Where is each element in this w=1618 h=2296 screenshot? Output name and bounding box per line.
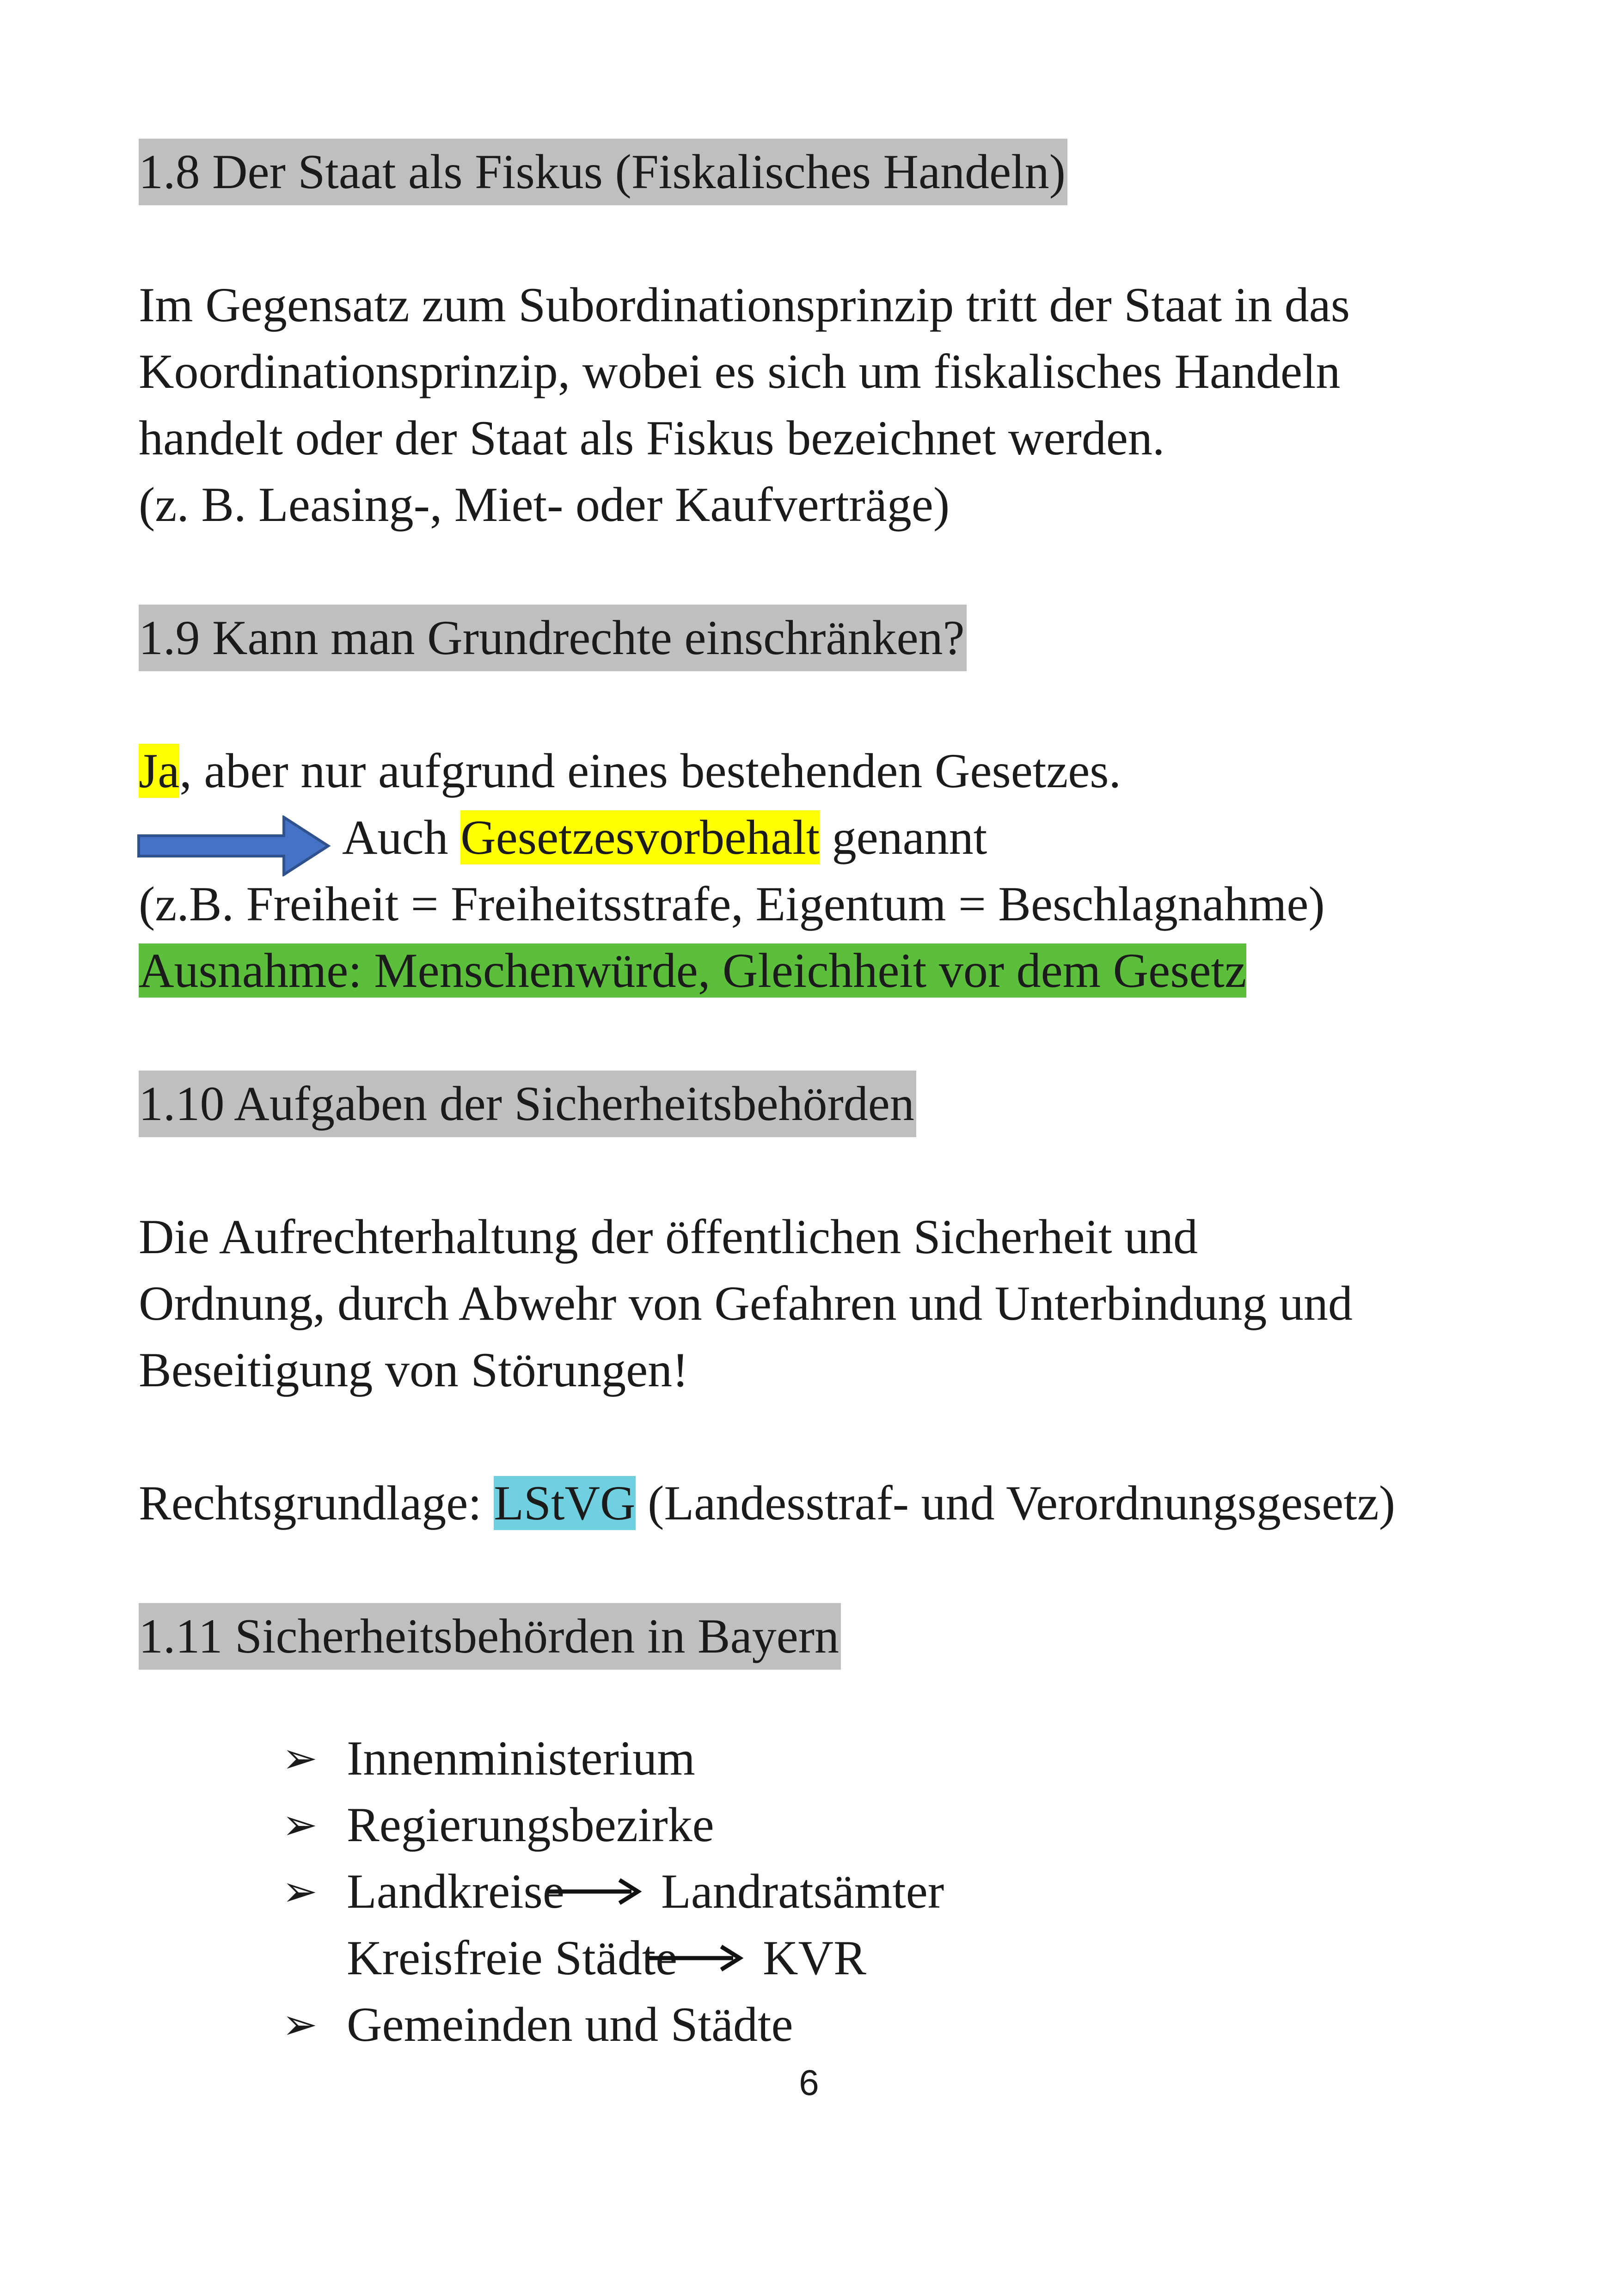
list-item: ➢ Regierungsbezirke	[282, 1792, 1507, 1858]
list-item	[282, 1858, 1507, 1925]
section-heading-1-10: 1.10 Aufgaben der Sicherheitsbehörden	[139, 1071, 916, 1137]
paragraph-line: Koordinationsprinzip, wobei es sich um fiskalisches Handeln	[139, 344, 1341, 398]
legal-basis-label: Rechtsgrundlage:	[139, 1476, 494, 1530]
list-item: ➢ Gemeinden und Städte	[282, 1991, 1507, 2058]
example-line: (z.B. Freiheit = Freiheitsstrafe, Eigentum = Beschlagnahme)	[139, 877, 1325, 931]
landkreise-label: Landkreise	[347, 1864, 564, 1918]
paragraph-line: handelt oder der Staat als Fiskus bezeichnet werden.	[139, 411, 1165, 465]
legal-basis-line	[139, 1470, 1507, 1537]
exception-highlight: Ausnahme: Menschenwürde, Gleichheit vor dem Gesetz	[139, 943, 1247, 998]
arrow-line	[139, 804, 1507, 871]
lstvg-highlight: LStVG	[494, 1476, 636, 1530]
arrow-suffix: genannt	[820, 810, 987, 864]
arrowhead-bullet-icon: ➢	[282, 2000, 318, 2049]
long-right-arrow-icon	[647, 1942, 744, 1974]
document-body	[139, 139, 1507, 2058]
answer-line	[139, 738, 1507, 804]
section-heading-1-11: 1.11 Sicherheitsbehörden in Bayern	[139, 1603, 841, 1670]
answer-rest: , aber nur aufgrund eines bestehenden Gesetzes.	[179, 744, 1122, 798]
paragraph-line: (z. B. Leasing-, Miet- oder Kaufverträge)	[139, 478, 950, 532]
arrow-prefix: Auch	[342, 810, 461, 864]
page-number: 6	[799, 2062, 819, 2103]
list-item: ➢ Innenministerium	[282, 1725, 1507, 1792]
list-item	[282, 1925, 1507, 1991]
kreisfreie-staedte-label: Kreisfreie Städte	[347, 1931, 678, 1985]
paragraph-line: Beseitigung von Störungen!	[139, 1343, 689, 1397]
kvr-label: KVR	[763, 1931, 866, 1985]
long-right-arrow-icon	[545, 1875, 643, 1908]
gesetzesvorbehalt-highlight: Gesetzesvorbehalt	[460, 810, 820, 864]
arrowhead-bullet-icon: ➢	[282, 1800, 318, 1849]
paragraph-line: Im Gegensatz zum Subordinationsprinzip tritt der Staat in das	[139, 278, 1350, 332]
arrowhead-bullet-icon: ➢	[282, 1867, 318, 1916]
right-block-arrow-icon	[137, 815, 331, 876]
section-heading-1-8: 1.8 Der Staat als Fiskus (Fiskalisches Handeln)	[139, 139, 1067, 205]
section-heading-1-9: 1.9 Kann man Grundrechte einschränken?	[139, 605, 967, 671]
answer-ja: Ja	[139, 744, 180, 798]
landratsaemter-label: Landratsämter	[661, 1864, 944, 1918]
paragraph-line: Die Aufrechterhaltung der öffentlichen Sicherheit und	[139, 1210, 1198, 1264]
paragraph-line: Ordnung, durch Abwehr von Gefahren und Unterbindung und	[139, 1276, 1353, 1330]
arrowhead-bullet-icon: ➢	[282, 1733, 318, 1783]
legal-basis-full: (Landesstraf- und Verordnungsgesetz)	[635, 1476, 1396, 1530]
authority-list	[139, 1725, 1507, 2058]
